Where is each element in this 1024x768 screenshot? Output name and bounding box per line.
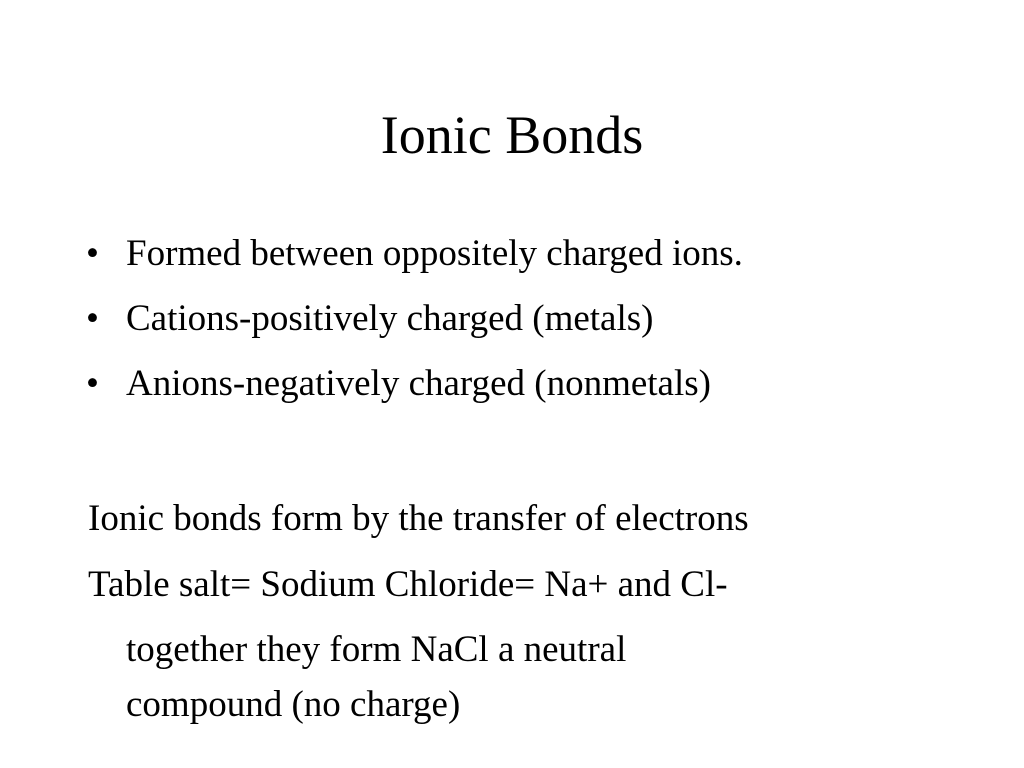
bullet-list bbox=[86, 232, 743, 427]
bullet-marker: • bbox=[86, 363, 99, 404]
bullet-item bbox=[86, 362, 743, 406]
bullet-item bbox=[86, 297, 743, 341]
bullet-text: Anions-negatively charged (nonmetals) bbox=[126, 363, 711, 404]
paragraph-table-salt: Table salt= Sodium Chloride= Na+ and Cl- bbox=[88, 564, 728, 605]
bullet-marker: • bbox=[86, 298, 99, 339]
slide-title: Ionic Bonds bbox=[380, 105, 644, 165]
paragraph-continuation: together they form NaCl a neutral bbox=[126, 629, 627, 670]
bullet-marker: • bbox=[86, 233, 99, 274]
bullet-text: Cations-positively charged (metals) bbox=[126, 298, 654, 339]
bullet-text: Formed between oppositely charged ions. bbox=[126, 233, 743, 274]
bullet-item bbox=[86, 232, 743, 276]
paragraph-electron-transfer: Ionic bonds form by the transfer of electrons bbox=[88, 498, 749, 539]
paragraph-continuation: compound (no charge) bbox=[126, 684, 461, 725]
